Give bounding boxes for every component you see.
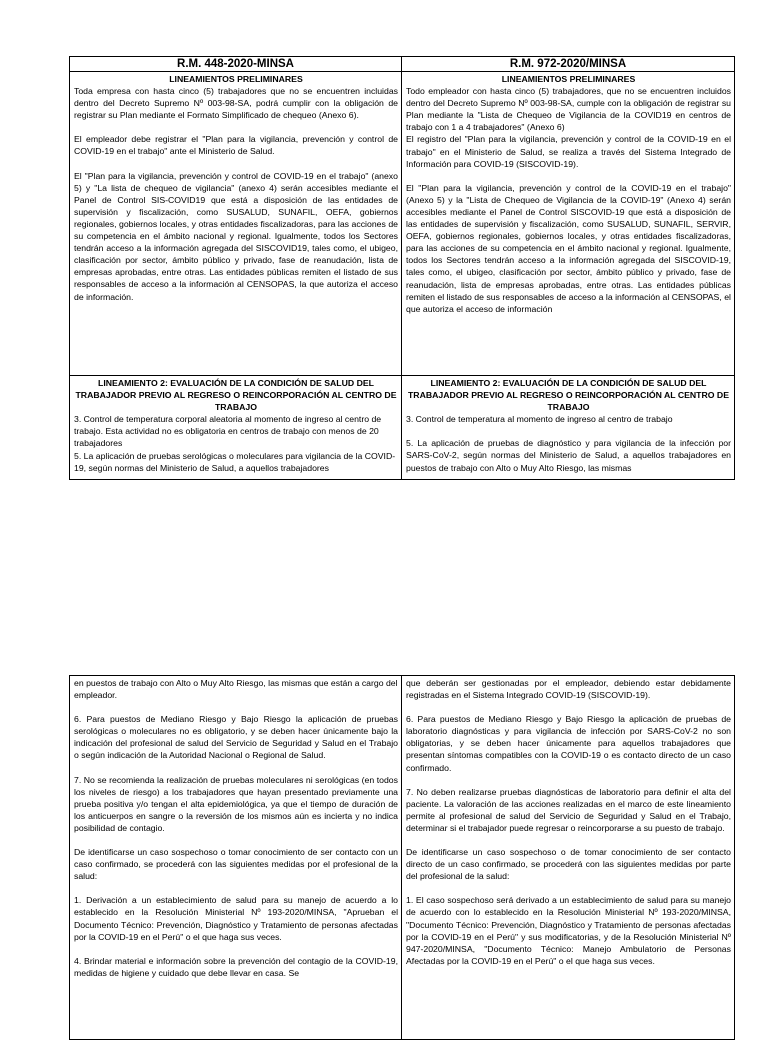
paragraph: 1. Derivación a un establecimiento de salud para su manejo de acuerdo a lo establecido en la Resolución Ministerial Nº 193-2020/MINSA, "Aprueban el Documento Técnico: Prevención, Diagnóstico y Tratamiento de personas afectadas por la COVID-19 en el Perú" o el que haga sus veces. bbox=[74, 895, 398, 942]
section-title: LINEAMIENTO 2: EVALUACIÓN DE LA CONDICIÓN DE SALUD DEL TRABAJADOR PREVIO AL REGRESO O REINCORPORACIÓN AL CENTRO DE TRABAJO bbox=[75, 378, 397, 413]
section-preliminares-row bbox=[70, 72, 735, 376]
section-continued-row bbox=[70, 676, 735, 1040]
paragraph: 3. Control de temperatura corporal aleatoria al momento de ingreso al centro de trabajo. Esta actividad no es obligatoria en centros de trabajo con menos de 20 trabajadores bbox=[74, 414, 382, 449]
paragraph: 7. No se recomienda la realización de pruebas moleculares ni serológicas (en todos los niveles de riesgo) a los trabajadores que hayan presentado previamente una prueba positiva y/o tengan el alta epidemiológica, ya que el tiempo de duración de los anticuerpos en sangre o la reversión de los mismos aún es incierta y no indica posibilidad de contagio. bbox=[74, 774, 398, 833]
section-lineamiento2-row bbox=[70, 376, 735, 480]
paragraph: 1. El caso sospechoso será derivado a un establecimiento de salud para su manejo de acuerdo con lo establecido en la Resolución Ministerial Nº 193-2020/MINSA, "Documento Técnico: Prevención, Diagnóstico y Tratamiento de personas afectadas por la COVID-19 en el Perú" y sus modificatorias, y de la Resolución Ministerial Nº 947-2020/MINSA, "Documento Técnico: Manejo Ambulatorio de Personas Afectadas por la COVID-19 en el Perú" o el que haga sus veces. bbox=[406, 895, 731, 966]
paragraph: 3. Control de temperatura al momento de ingreso al centro de trabajo bbox=[406, 414, 673, 425]
section-title: LINEAMIENTOS PRELIMINARES bbox=[169, 74, 303, 84]
paragraph: El "Plan para la vigilancia, prevención y control de COVID-19 en el trabajo" (anexo 5) y "La lista de chequeo de vigilancia" (anexo 4) serán accesibles mediante el Panel de Control SIS-COVID19 que está a disposición de las entidades de supervisión y fiscalización, como SUSALUD, SUNAFIL, OEFA, gobiernos regionales, gobiernos locales, y otras entidades fiscalizadoras, para las acciones de su competencia en el ámbito nacional y regional. Igualmente, todos los Sectores tendrán acceso a la información agregada del SISCOVID19, tales como, el ubigeo, clasificación por sector, ámbito público y privado, fase de reanudación, lista de empresas aprobadas, entre otras. Las entidades públicas remiten el listado de sus responsables de acceso a la información al CENSOPAS, la que autoriza el acceso de información. bbox=[74, 170, 398, 302]
comparison-table-top bbox=[69, 56, 735, 480]
paragraph: 5. La aplicación de pruebas serológicas o moleculares para vigilancia de la COVID-19, según normas del Ministerio de Salud, a aquellos trabajadores bbox=[74, 450, 396, 473]
paragraph: 7. No deben realizarse pruebas diagnósticas de laboratorio para definir el alta del paciente. La valoración de las acciones realizadas en el marco de este lineamiento permite al profesional de salud del Servicio de Seguridad y Salud en el Trabajo, determinar si el trabajador puede regresar o reincorporarse a su puesto de trabajo. bbox=[406, 786, 731, 833]
section-title: LINEAMIENTOS PRELIMINARES bbox=[501, 74, 636, 84]
continued-left-cell bbox=[70, 676, 402, 1040]
preliminares-left-cell bbox=[70, 72, 402, 376]
paragraph: en puestos de trabajo con Alto o Muy Alto Riesgo, las mismas que están a cargo del empleador. bbox=[74, 678, 398, 701]
paragraph: El "Plan para la vigilancia, prevención y control de la COVID-19 en el trabajo" (Anexo 5) y la "Lista de Chequeo de Vigilancia de la COVID-19" (Anexo 4) serán accesibles mediante el Panel de Control SISCOVID-19 que está a disposición de las entidades de supervisión y fiscalización, como SUSALUD, SUNAFIL, SERVIR, OEFA, gobiernos regionales, gobiernos locales, y otras entidades fiscalizadoras, para las acciones de su competencia en el ámbito nacional y regional. Igualmente, todos los Sectores tendrán acceso a la información agregada del SISCOVID-19, tales como, el ubigeo, clasificación por sector, ámbito público y privado, fase de reanudación, lista de empresas aprobadas, entre otras. Las entidades públicas remiten el listado de sus responsables de acceso a la información al CENSOPAS, el que autoriza el acceso de información bbox=[406, 182, 731, 314]
paragraph: De identificarse un caso sospechoso o tomar conocimiento de ser contacto con un caso confirmado, se procederá con las siguientes medidas por el profesional de la salud: bbox=[74, 847, 398, 882]
paragraph: El registro del "Plan para la vigilancia, prevención y control de la COVID-19 en el trabajo" en el Ministerio de Salud, se realiza a través del Sistema Integrado de Información para COVID-19 (SISCOVID-19). bbox=[406, 134, 731, 169]
paragraph: que deberán ser gestionadas por el empleador, debiendo estar debidamente registradas en el Sistema Integrado COVID-19 (SISCOVID-19). bbox=[406, 678, 731, 701]
paragraph: 4. Brindar material e información sobre la prevención del contagio de la COVID-19, medidas de higiene y cuidado que debe llevar en casa. Se bbox=[74, 955, 398, 978]
header-row bbox=[70, 57, 735, 72]
section-title: LINEAMIENTO 2: EVALUACIÓN DE LA CONDICIÓN DE SALUD DEL TRABAJADOR PREVIO AL REGRESO O REINCORPORACIÓN AL CENTRO DE TRABAJO bbox=[408, 378, 729, 413]
paragraph: De identificarse un caso sospechoso o de tomar conocimiento de ser contacto directo de un caso confirmado, se procederá con las siguientes medidas por parte del profesional de la salud: bbox=[406, 847, 731, 882]
preliminares-right-cell bbox=[402, 72, 735, 376]
header-right: R.M. 972-2020/MINSA bbox=[402, 57, 735, 72]
paragraph: 6. Para puestos de Mediano Riesgo y Bajo Riesgo la aplicación de pruebas de laboratorio diagnósticas y para vigilancia de infección por SARS-CoV-2 no son obligatorias, y se deben hacer únicamente para aquellos trabajadores que presentan síntomas compatibles con la COVID-19 o es contacto directo de un caso confirmado. bbox=[406, 714, 731, 773]
comparison-table-continued bbox=[69, 675, 735, 1040]
lineamiento2-left-cell bbox=[70, 376, 402, 480]
header-left: R.M. 448-2020-MINSA bbox=[70, 57, 402, 72]
paragraph: 5. La aplicación de pruebas de diagnóstico y para vigilancia de la infección por SARS-CoV-2, según normas del Ministerio de Salud, a aquellos trabajadores en puestos de trabajo con Alto o Muy Alto Riesgo, las mismas bbox=[406, 438, 731, 473]
continued-right-cell bbox=[402, 676, 735, 1040]
paragraph: Toda empresa con hasta cinco (5) trabajadores que no se encuentren incluidas dentro del Decreto Supremo Nº 003-98-SA, podrá cumplir con la obligación de registrar su Plan mediante el Formato Simplificado de chequeo (Anexo 6). bbox=[74, 86, 398, 121]
paragraph: 6. Para puestos de Mediano Riesgo y Bajo Riesgo la aplicación de pruebas serológicas o moleculares no es obligatorio, y se deben hacer únicamente bajo la indicación del profesional de salud del Servicio de Seguridad y Salud en el Trabajo o según indicación de la Autoridad Nacional o Regional de Salud. bbox=[74, 714, 398, 761]
paragraph: Todo empleador con hasta cinco (5) trabajadores, que no se encuentren incluidos dentro del Decreto Supremo Nº 003-98-SA, cumple con la obligación de registrar su Plan mediante la "Lista de Chequeo de Vigilancia de la COVID19 en centros de trabajo con 1 a 4 trabajadores" (Anexo 6) bbox=[406, 86, 731, 133]
paragraph: El empleador debe registrar el "Plan para la vigilancia, prevención y control de COVID-19 en el trabajo" ante el Ministerio de Salud. bbox=[74, 134, 398, 157]
lineamiento2-right-cell bbox=[402, 376, 735, 480]
